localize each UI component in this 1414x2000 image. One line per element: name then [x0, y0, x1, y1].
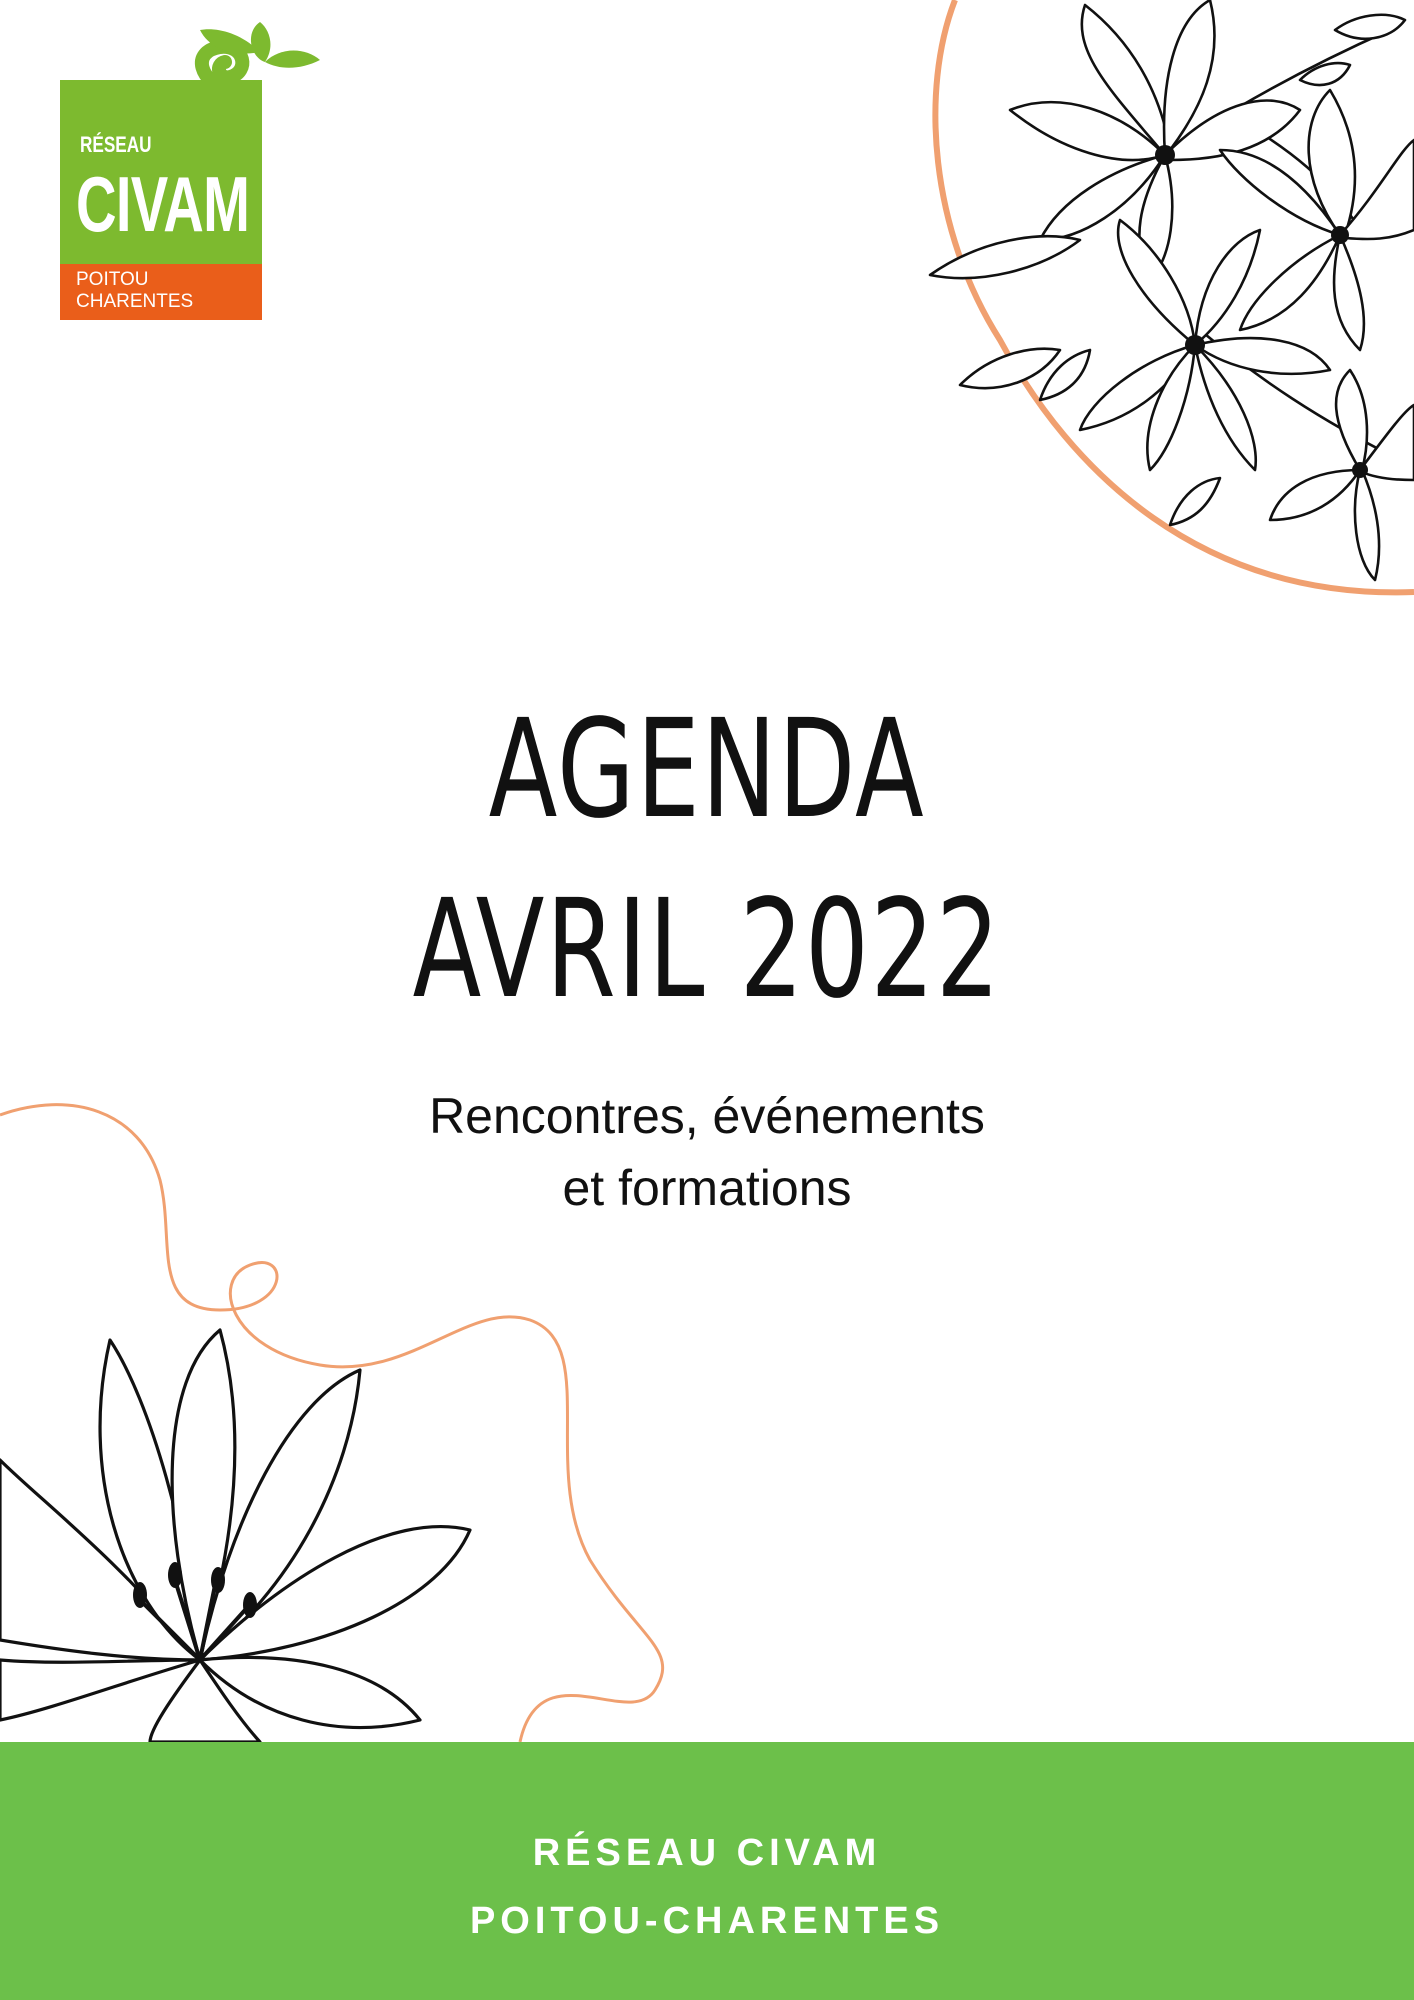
logo-green-block — [60, 80, 262, 264]
flower-illustration — [0, 1330, 470, 1742]
title-month-year: AVRIL 2022 — [412, 871, 1002, 1029]
title-agenda: AGENDA — [488, 691, 926, 849]
footer-line1: RÉSEAU CIVAM — [532, 1832, 882, 1874]
footer-band — [0, 1742, 1414, 2000]
logo-region-line1: POITOU — [76, 269, 149, 290]
subtitle-line1: Rencontres, événements — [429, 1088, 985, 1144]
logo-civam-text: CIVAM — [76, 160, 250, 248]
footer-line2: POITOU-CHARENTES — [469, 1900, 945, 1942]
logo-region-line2: CHARENTES — [76, 291, 194, 312]
logo-reseau-text: RÉSEAU — [80, 132, 152, 157]
lily-bouquet-illustration — [930, 0, 1414, 580]
reseau-civam-logo — [60, 12, 320, 320]
logo-orange-block — [60, 264, 262, 320]
subtitle-line2: et formations — [562, 1160, 852, 1216]
